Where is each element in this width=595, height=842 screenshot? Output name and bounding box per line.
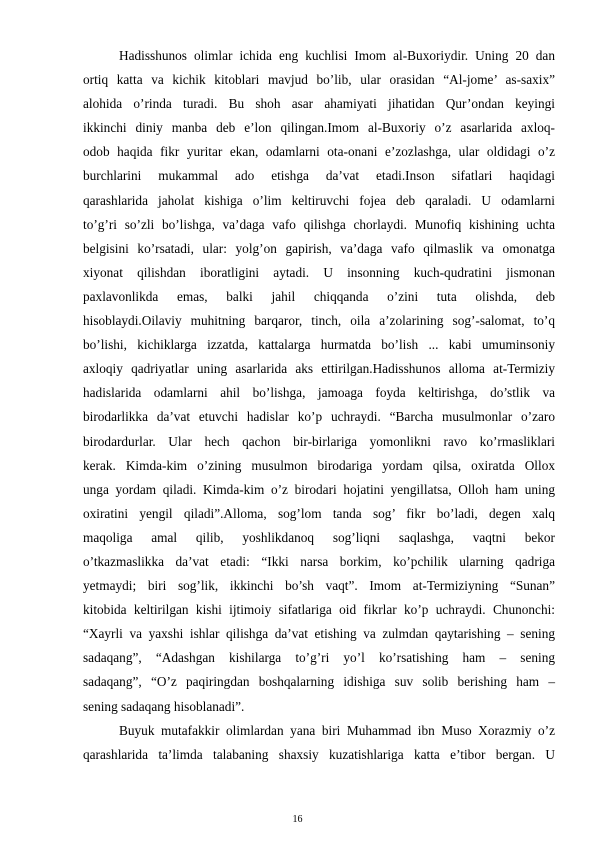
text-line: bo’lishi, kichiklarga izzatda, kattalarga hurmatda bo’lish ... kabi umuminsoniy [83,337,555,353]
text-line: belgisini ko’rsatadi, ular: yolg’on gapirish, va’daga vafo qilmaslik va omonatga [83,240,555,256]
text-line: oxiratini yengil qiladi”.Alloma, sog’lom tanda sog’ fikr bo’ladi, degen xalq [83,505,555,521]
text-line: paxlavonlikda emas, balki jahil chiqqanda o’zini tuta olishda, deb [83,288,555,304]
text-line: sening sadaqang hisoblanadi”. [83,698,245,714]
text-line: to’g’ri so’zli bo’lishga, va’daga vafo qilishga chorlaydi. Munofiq kishining uchta [83,216,555,232]
text-line: hadislarida odamlarni ahil bo’lishga, jamoaga foyda keltirishga, do’stlik va [83,385,555,401]
text-line: qarashlarida jaholat kishiga o’lim keltiruvchi fojea deb qaraladi. U odamlarni [83,192,555,208]
text-line: sadaqang”, “O’z paqiringdan boshqalarning idishiga suv solib berishing ham – [83,674,555,690]
text-line: ikkinchi diniy manba deb e’lon qilingan.Imom al-Buxoriy o’z asarlarida axloq- [83,120,555,136]
text-line: sadaqang”, “Adashgan kishilarga to’g’ri yo’l ko’rsatishing ham – sening [83,650,555,666]
text-line: Buyuk mutafakkir olimlardan yana biri Muhammad ibn Muso Xorazmiy o’z [119,722,555,738]
text-line: alohida o’rinda turadi. Bu shoh asar ahamiyati jihatidan Qur’ondan keyingi [83,96,555,112]
text-line: maqoliga amal qilib, yoshlikdanoq sog’liqni saqlashga, vaqtni bekor [83,529,555,545]
text-line: burchlarini mukammal ado etishga da’vat etadi.Inson sifatlari haqidagi [83,168,555,184]
text-line: o’tkazmaslikka da’vat etadi: “Ikki narsa borkim, ko’pchilik ularning qadriga [83,553,555,569]
text-line: odob haqida fikr yuritar ekan, odamlarni ota-onani e’zozlashga, ular oldidagi o’z [83,144,555,160]
text-line: qarashlarida ta’limda talabaning shaxsiy kuzatishlariga katta e’tibor bergan. U [83,746,555,762]
text-line: hisoblaydi.Oilaviy muhitning barqaror, tinch, oila a’zolarining sog’-salomat, to’q [83,313,555,329]
text-line: axloqiy qadriyatlar uning asarlarida aks ettirilgan.Hadisshunos alloma at-Termiziy [83,361,555,377]
text-line: xiyonat qilishdan iboratligini aytadi. U insonning kuch-qudratini jismonan [83,264,555,280]
text-line: yetmaydi; biri sog’lik, ikkinchi bo’sh vaqt”. Imom at-Termiziyning “Sunan” [83,578,555,594]
text-line: birodardurlar. Ular hech qachon bir-birlariga yomonlikni ravo ko’rmasliklari [83,433,555,449]
text-line: kerak. Kimda-kim o’zining musulmon birodariga yordam qilsa, oxiratda Ollox [83,457,555,473]
text-line: birodarlikka da’vat etuvchi hadislar ko’p uchraydi. “Barcha musulmonlar o’zaro [83,409,555,425]
text-line: “Xayrli va yaxshi ishlar qilishga da’vat etishing va zulmdan qaytarishing – sening [83,626,555,642]
page-number: 16 [292,814,303,825]
text-line: kitobida keltirilgan kishi ijtimoiy sifatlariga oid fikrlar ko’p uchraydi. Chunonchi: [83,602,555,618]
text-line: Hadisshunos olimlar ichida eng kuchlisi Imom al-Buxoriydir. Uning 20 dan [119,48,555,63]
text-line: unga yordam qiladi. Kimda-kim o’z birodari hojatini yengillatsa, Olloh ham uning [83,481,555,497]
text-line: ortiq katta va kichik kitoblari mavjud bo’lib, ular orasidan “Al-jome’ as-saxix” [83,72,555,88]
body-text [83,44,555,767]
